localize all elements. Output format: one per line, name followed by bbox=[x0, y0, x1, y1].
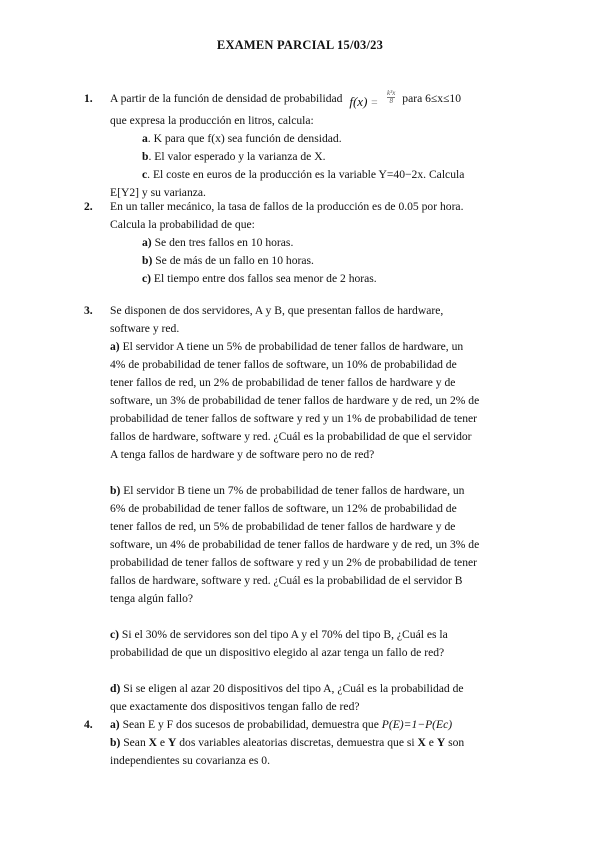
q1-item-a: a. K para que f(x) sea función de densidad. bbox=[142, 132, 342, 145]
q2-item-b: b) Se de más de un fallo en 10 horas. bbox=[142, 254, 314, 267]
q1-item-c-cont: E[Y2] y su varianza. bbox=[110, 186, 206, 199]
q2-item-a: a) Se den tres fallos en 10 horas. bbox=[142, 236, 294, 249]
question-number: 2. bbox=[84, 200, 93, 213]
question-number: 1. bbox=[84, 92, 93, 105]
q2-item-c: c) El tiempo entre dos fallos sea menor de 2 horas. bbox=[142, 272, 377, 285]
q1-item-b: b. El valor esperado y la varianza de X. bbox=[142, 150, 326, 163]
q3-part-c: c) Si el 30% de servidores son del tipo A y el 70% del tipo B, ¿Cuál es la probabilidad de que un dispositivo elegido al azar tenga un fallo de red? bbox=[110, 628, 448, 659]
q1-intro: A partir de la función de densidad de probabilidad f(x) = $\frac{\text{k³x}}{8}$ para 6≤x≤10 bbox=[110, 90, 524, 112]
question-number: 3. bbox=[84, 304, 93, 317]
density-formula: f(x) = $\frac{\text{k³x}}{8}$ bbox=[349, 89, 396, 109]
question-3: 3. Se disponen de dos servidores, A y B, que presentan fallos de hardware, software y red. a) El servidor A tiene un 5% de probabilidad de tener fallos de hardware, un 4% de probabilidad de tener fallos de software, un 10% de probabilidad de tener fallos de red, un 2% de probabilidad de tener fallos de hardware y de software, un 3% de probabilidad de tener fallos de hardware y de red, un 2% de probabilidad de tener fallos de software y red y un 1% de probabilidad de tener fallos de hardware, software y red. ¿Cuál es la probabilidad de que el servidor A tenga fallos de hardware y de software pero no de red? b) El servidor B tiene un 7% de probabilidad de tener fallos de hardware, un 6% de probabilidad de tener fallos de software, un 12% de probabilidad de tener fallos de red, un 5% de probabilidad de tener fallos de hardware y de software, un 4% de probabilidad de tener fallos de hardware y de red, un 3% de probabilidad de tener fallos de software y red y un 2% de probabilidad de tener fallos de hardware, software y red. ¿Cuál es la probabilidad de el servidor B tenga algún fallo? c) Si el 30% de servidores son del tipo A y el 70% del tipo B, ¿Cuál es la probabilidad de que un dispositivo elegido al azar tenga un fallo de red? d) Si se eligen al azar 20 dispositivos del tipo A, ¿Cuál es la probabilidad de que exactamente dos dispositivos tengan fallo de red? bbox=[84, 302, 524, 716]
question-2: 2. En un taller mecánico, la tasa de fallos de la producción es de 0.05 por hora. Calcula la probabilidad de que: a) Se den tres fallos en 10 horas. b) Se de más de un fallo en 10 horas. c) El tiempo entre dos fallos sea menor de 2 horas. bbox=[84, 198, 524, 288]
q1-item-c: c. El coste en euros de la producción es la variable Y=40−2x. Calcula bbox=[142, 168, 465, 181]
probability-formula: P(E)=1−P(Ec) bbox=[381, 718, 453, 731]
question-1: 1. A partir de la función de densidad de probabilidad f(x) = $\frac{\text{k³x}}{8}$ para 6≤x≤10 que expresa la producción en litros, calcula: a. K para que f(x) sea función de densidad. b. El valor esperado y la varianza de X. c. El coste en euros de la producción es la variable Y=40−2x. Calcula E[Y2] y su varianza. bbox=[84, 90, 524, 202]
q3-part-a: a) El servidor A tiene un 5% de probabilidad de tener fallos de hardware, un 4% de probabilidad de tener fallos de software, un 10% de probabilidad de tener fallos de red, un 2% de probabilidad de tener fallos de hardware y de software, un 3% de probabilidad de tener fallos de hardware y de red, un 2% de probabilidad de tener fallos de software y red y un 1% de probabilidad de tener fallos de hardware, software y red. ¿Cuál es la probabilidad de que el servidor A tenga fallos de hardware y de software pero no de red? bbox=[110, 340, 480, 461]
question-number: 4. bbox=[84, 718, 93, 731]
exam-title: EXAMEN PARCIAL 15/03/23 bbox=[216, 38, 384, 52]
q3-part-d: d) Si se eligen al azar 20 dispositivos del tipo A, ¿Cuál es la probabilidad de que exactamente dos dispositivos tengan fallo de red? bbox=[110, 682, 464, 713]
q4-part-a: a) Sean E y F dos sucesos de probabilidad, demuestra que P(E)=1−P(Ec) bbox=[110, 718, 453, 731]
q3-part-b: b) El servidor B tiene un 7% de probabilidad de tener fallos de hardware, un 6% de probabilidad de tener fallos de software, un 12% de probabilidad de tener fallos de red, un 5% de probabilidad de tener fallos de hardware y de software, un 4% de probabilidad de tener fallos de hardware y de red, un 3% de probabilidad de tener fallos de software y red y un 2% de probabilidad de tener fallos de hardware, software y red. ¿Cuál es la probabilidad de el servidor B tenga algún fallo? bbox=[110, 484, 480, 605]
q4-part-b: b) Sean X e Y dos variables aleatorias discretas, demuestra que si X e Y son bbox=[110, 736, 465, 749]
question-4: 4. a) Sean E y F dos sucesos de probabilidad, demuestra que P(E)=1−P(Ec) b) Sean X e Y dos variables aleatorias discretas, demuestra que si X e Y son independientes su covarianza es 0. bbox=[84, 716, 524, 770]
